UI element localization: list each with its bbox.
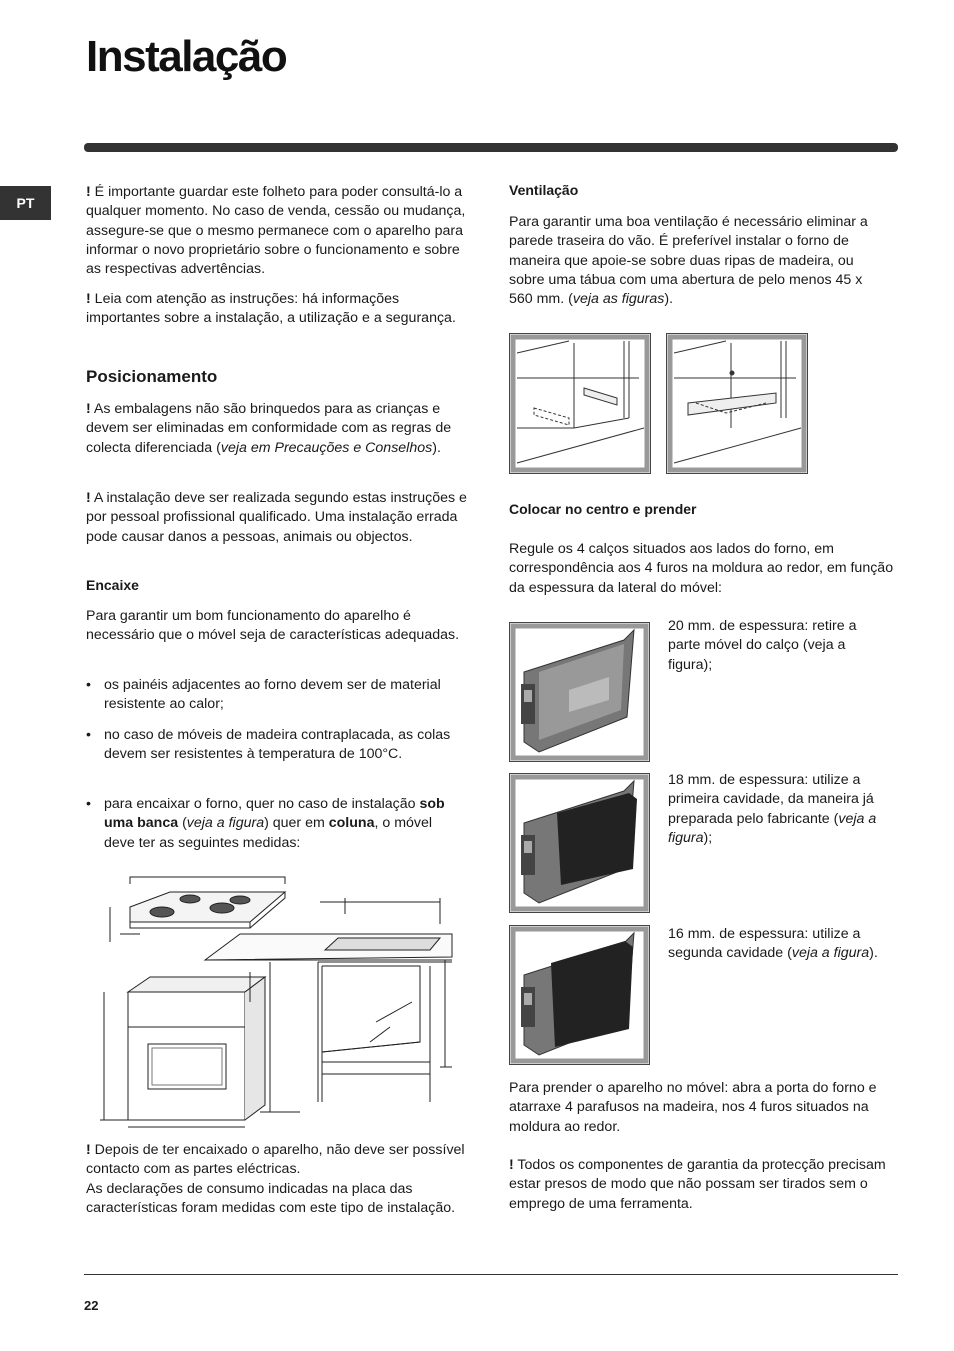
footer-rule bbox=[84, 1274, 898, 1275]
ventilation-figure-board bbox=[666, 333, 808, 474]
page-title: Instalação bbox=[86, 32, 287, 81]
consumption-paragraph: As declarações de consumo indicadas na placa das características foram medidas com este tipo de instalação. bbox=[86, 1180, 456, 1216]
installation-dimensions-figure bbox=[100, 862, 456, 1130]
encaixe-heading: Encaixe bbox=[86, 577, 139, 593]
shim-figure-18mm bbox=[509, 773, 650, 913]
ventilation-paragraph: Para garantir uma boa ventilação é necessário eliminar a parede traseira do vão. É preferível instalar o forno de maneira que apoie-se sobre duas ripas de madeira, ou sobre uma tábua com uma abertura de pelo menos 45 x 560 mm. (veja as figuras). bbox=[509, 214, 868, 308]
bullet-heat-resistant: • os painéis adjacentes ao forno devem ser de material resistente ao calor; bbox=[86, 676, 461, 715]
caption-18mm: 18 mm. de espessura: utilize a primeira cavidade, da maneira já preparada pelo fabricante (veja a figura); bbox=[668, 772, 877, 846]
read-instructions-paragraph: ! Leia com atenção as instruções: há informações importantes sobre a instalação, a utilização e a segurança. bbox=[86, 291, 456, 327]
packaging-paragraph: ! As embalagens não são brinquedos para as crianças e devem ser eliminadas em conformidade com as regras de colecta diferenciada (veja em Precauções e Conselhos). bbox=[86, 401, 452, 456]
caption-16mm: 16 mm. de espessura: utilize a segunda cavidade (veja a figura). bbox=[668, 926, 878, 962]
shim-figure-16mm bbox=[509, 925, 650, 1065]
shim-figure-20mm bbox=[509, 622, 650, 762]
header-rule bbox=[84, 143, 898, 152]
ventilacao-heading: Ventilação bbox=[509, 182, 579, 198]
bullet-measurements: • para encaixar o forno, quer no caso de instalação sob uma banca (veja a figura) quer em coluna, o móvel deve ter as seguintes medidas: bbox=[86, 795, 461, 853]
caption-20mm: 20 mm. de espessura: retire a parte móvel do calço (veja a figura); bbox=[668, 618, 857, 673]
electrical-contact-paragraph: ! Depois de ter encaixado o aparelho, não deve ser possível contacto com as partes eléctricas. bbox=[86, 1142, 465, 1178]
centro-prender-heading: Colocar no centro e prender bbox=[509, 501, 697, 517]
encaixe-paragraph: Para garantir um bom funcionamento do aparelho é necessário que o móvel seja de características adequadas. bbox=[86, 608, 460, 644]
language-tab: PT bbox=[0, 186, 51, 220]
page-number: 22 bbox=[84, 1298, 99, 1313]
fastening-paragraph: Para prender o aparelho no móvel: abra a porta do forno e atarraxe 4 parafusos na madeira, nos 4 furos situados na moldura ao redor. bbox=[509, 1080, 877, 1135]
ventilation-figure-slats bbox=[509, 333, 651, 474]
intro-paragraph: ! É importante guardar este folheto para poder consultá-lo a qualquer momento. No caso de venda, cessão ou mudança, assegure-se que o mesmo permanece com o aparelho para informar o novo proprietário sobre o funcionamento e sobre as respectivas advertências. bbox=[86, 184, 466, 278]
protection-paragraph: ! Todos os componentes de garantia da protecção precisam estar presos de modo que não possam ser tirados sem o emprego de uma ferramenta. bbox=[509, 1157, 886, 1212]
installation-warning-paragraph: ! A instalação deve ser realizada segundo estas instruções e por pessoal profissional qualificado. Uma instalação errada pode causar danos a pessoas, animais ou objectos. bbox=[86, 490, 467, 545]
left-column bbox=[86, 183, 466, 279]
shim-adjust-paragraph: Regule os 4 calços situados aos lados do forno, em correspondência aos 4 furos na moldura ao redor, em função da espessura da lateral do móvel: bbox=[509, 541, 894, 596]
posicionamento-heading: Posicionamento bbox=[86, 367, 218, 386]
bullet-plywood-glue: • no caso de móveis de madeira contraplacada, as colas devem ser resistentes à temperatura de 100°C. bbox=[86, 726, 461, 765]
